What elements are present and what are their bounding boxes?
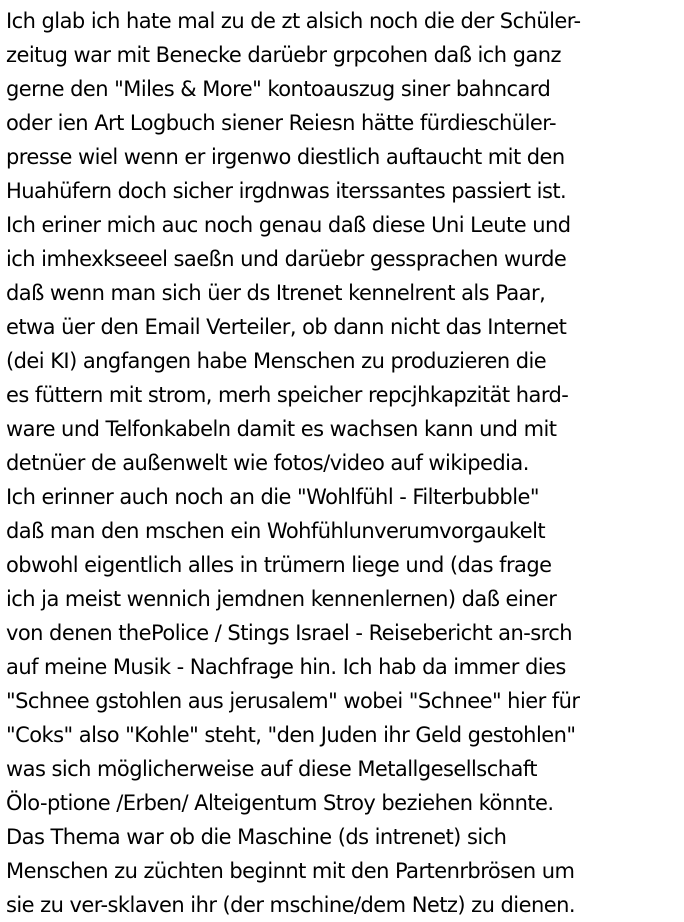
text-line: presse wiel wenn er irgenwo diestlich auftaucht mit den: [6, 145, 565, 169]
text-line: daß wenn man sich üer ds Itrenet kennelrent als Paar,: [6, 281, 546, 305]
text-line: was sich möglicherweise auf diese Metallgesellschaft: [6, 757, 537, 781]
text-line: etwa üer den Email Verteiler, ob dann nicht das Internet: [6, 315, 567, 339]
text-line: ich ja meist wennich jemdnen kennenlernen) daß einer: [6, 587, 557, 611]
text-line: ware und Telfonkabeln damit es wachsen kann und mit: [6, 417, 557, 441]
text-line: zeitug war mit Benecke darüebr grpcohen daß ich ganz: [6, 43, 561, 67]
text-line: gerne den "Miles & More" kontoauszug siner bahncard: [6, 77, 551, 101]
text-line: daß man den mschen ein Wohfühlunverumvorgaukelt: [6, 519, 546, 543]
text-line: Ich eriner mich auc noch genau daß diese Uni Leute und: [6, 213, 571, 237]
text-line: detnüer de außenwelt wie fotos/video auf wikipedia.: [6, 451, 529, 475]
text-line: oder ien Art Logbuch siener Reiesn hätte fürdieschüler-: [6, 111, 556, 135]
text-line: Ich glab ich hate mal zu de zt alsich noch die der Schüler-: [6, 9, 581, 33]
text-line: Menschen zu züchten beginnt mit den Partenrbrösen um: [6, 859, 575, 883]
text-line: ich imhexkseeel saeßn und darüebr gessprachen wurde: [6, 247, 567, 271]
text-line: Huahüfern doch sicher irgdnwas iterssantes passiert ist.: [6, 179, 567, 203]
text-line: "Coks" also "Kohle" steht, "den Juden ihr Geld gestohlen": [6, 723, 576, 747]
text-line: sie zu ver-sklaven ihr (der mschine/dem Netz) zu dienen.: [6, 893, 575, 917]
text-line: Das Thema war ob die Maschine (ds intrenet) sich: [6, 825, 507, 849]
text-line: auf meine Musik - Nachfrage hin. Ich hab da immer dies: [6, 655, 566, 679]
text-line: von denen thePolice / Stings Israel - Reisebericht an-srch: [6, 621, 573, 645]
text-line: Ich erinner auch noch an die "Wohlfühl - Filterbubble": [6, 485, 539, 509]
text-line: "Schnee gstohlen aus jerusalem" wobei "Schnee" hier für: [6, 689, 580, 713]
text-line: (dei KI) angfangen habe Menschen zu produzieren die: [6, 349, 547, 373]
text-line: es füttern mit strom, merh speicher repcjhkapzität hard-: [6, 383, 569, 407]
text-line: Ölo-ptione /Erben/ Alteigentum Stroy beziehen könnte.: [6, 791, 554, 815]
text-line: obwohl eigentlich alles in trümern liege und (das frage: [6, 553, 552, 577]
document-text: [6, 4, 682, 922]
